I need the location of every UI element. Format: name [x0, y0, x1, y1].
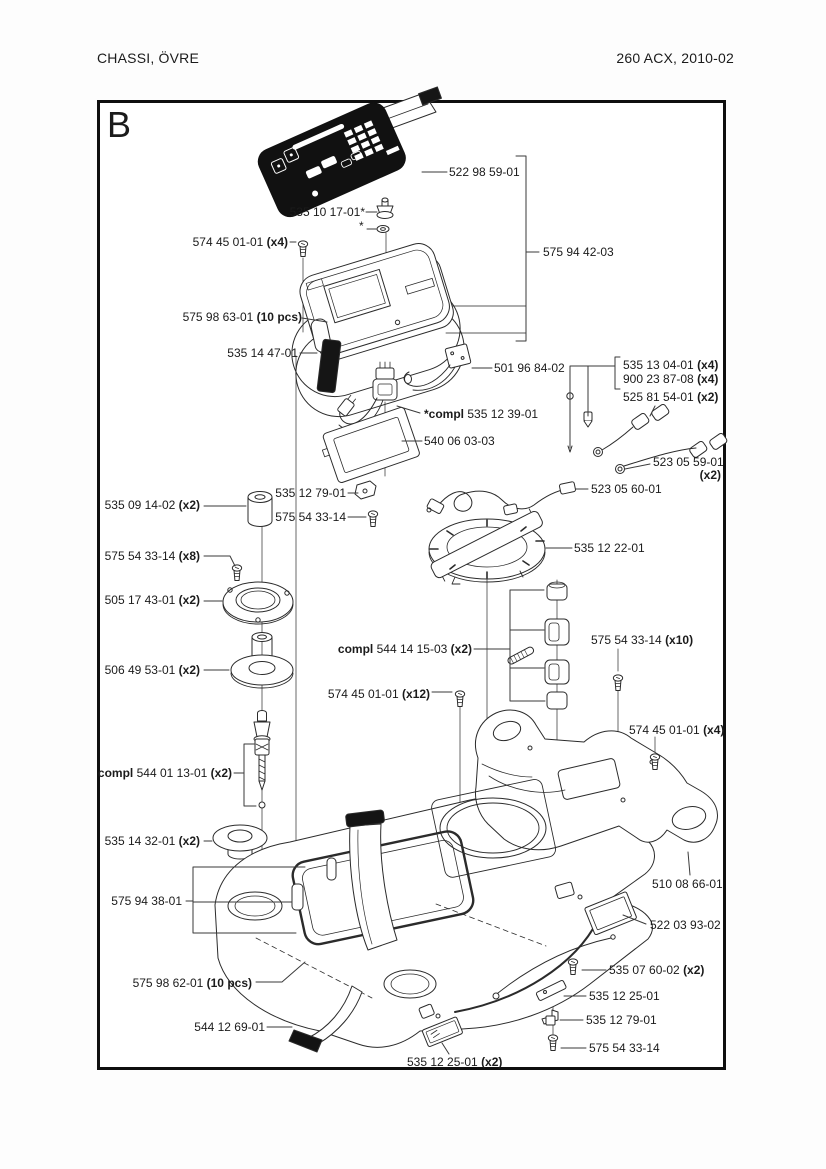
antenna-bracket [404, 344, 471, 391]
part-label-strip-r: 535 12 25-01 [589, 989, 660, 1003]
part-label-keypad: 522 98 59-01 [449, 165, 520, 179]
part-label-screw-x8: 575 54 33-14 (x8) [104, 549, 200, 563]
part-label-plate: 510 08 66-01 [652, 877, 723, 891]
part-label-pad-bottom: 535 12 25-01 (x2) [407, 1055, 503, 1069]
bearing-spool [231, 633, 293, 689]
part-label-gasket-bottom: 575 98 62-01 (10 pcs) [132, 976, 252, 990]
part-label-washer-star: * [359, 219, 364, 233]
part-label-screw-x4r: 574 45 01-01 (x4) [629, 723, 725, 737]
part-label-clamp-mid: 535 12 79-01 [275, 486, 346, 500]
part-label-compl-3539: *compl 535 12 39-01 [424, 407, 539, 421]
page-title: CHASSI, ÖVRE [97, 50, 199, 66]
part-label-housing: 575 94 42-03 [543, 245, 614, 259]
part-label-compl-1415: compl 544 14 15-03 (x2) [337, 642, 472, 656]
part-label-ring: 505 17 43-01 (x2) [104, 593, 200, 607]
part-label-screw-r: 575 54 33-14 [589, 1041, 660, 1055]
part-label-gasket-top: 575 98 63-01 (10 pcs) [182, 310, 302, 324]
part-label-button: 535 10 17-01* [289, 205, 365, 219]
sensor-parts-column [507, 582, 569, 709]
part-label-body: 575 94 38-01 [111, 894, 182, 908]
doc-reference: 260 ACX, 2010-02 [616, 50, 734, 66]
part-label-strap: 544 12 69-01 [194, 1020, 265, 1034]
keypad-panel [254, 99, 409, 221]
part-label-screw-900: 900 23 87-08 (x4) [623, 372, 719, 386]
rubber-button [377, 198, 393, 233]
part-label-cable-59: 523 05 59-01 (x2) [653, 455, 724, 482]
lift-disc [428, 506, 547, 584]
mid-clamp [355, 481, 376, 499]
part-label-compl-0113: compl 544 01 13-01 (x2) [97, 766, 232, 780]
part-label-screw-0760: 535 07 60-02 (x2) [609, 963, 705, 977]
part-label-spool: 506 49 53-01 (x2) [104, 663, 200, 677]
part-label-sleeve: 525 81 54-01 (x2) [623, 390, 719, 404]
part-label-screw-x10: 575 54 33-14 (x10) [591, 633, 694, 647]
part-label-frame-plate: 540 06 03-03 [424, 434, 495, 448]
spacer-cylinder [248, 492, 272, 527]
part-label-cable-tie: 535 13 04-01 (x4) [623, 358, 719, 372]
part-label-cable-60: 523 05 60-01 [591, 482, 662, 496]
flange-ring [223, 582, 293, 624]
part-label-cylinder: 535 09 14-02 (x2) [104, 498, 200, 512]
frame-plate [317, 406, 420, 485]
part-label-screw-top: 574 45 01-01 (x4) [192, 235, 288, 249]
part-label-disc: 535 12 22-01 [574, 541, 645, 555]
part-label-screw-mid: 575 54 33-14 [275, 510, 346, 524]
part-label-bracket-plate: 501 96 84-02 [494, 361, 565, 375]
section-letter: B [107, 104, 132, 145]
part-label-grommet: 535 14 32-01 (x2) [104, 834, 200, 848]
part-label-battery: 535 14 47-01 [227, 346, 298, 360]
part-label-screw-x12: 574 45 01-01 (x12) [327, 687, 430, 701]
part-label-clamp-r: 535 12 79-01 [586, 1013, 657, 1027]
part-label-pad-sq: 522 03 93-02 [650, 918, 721, 932]
